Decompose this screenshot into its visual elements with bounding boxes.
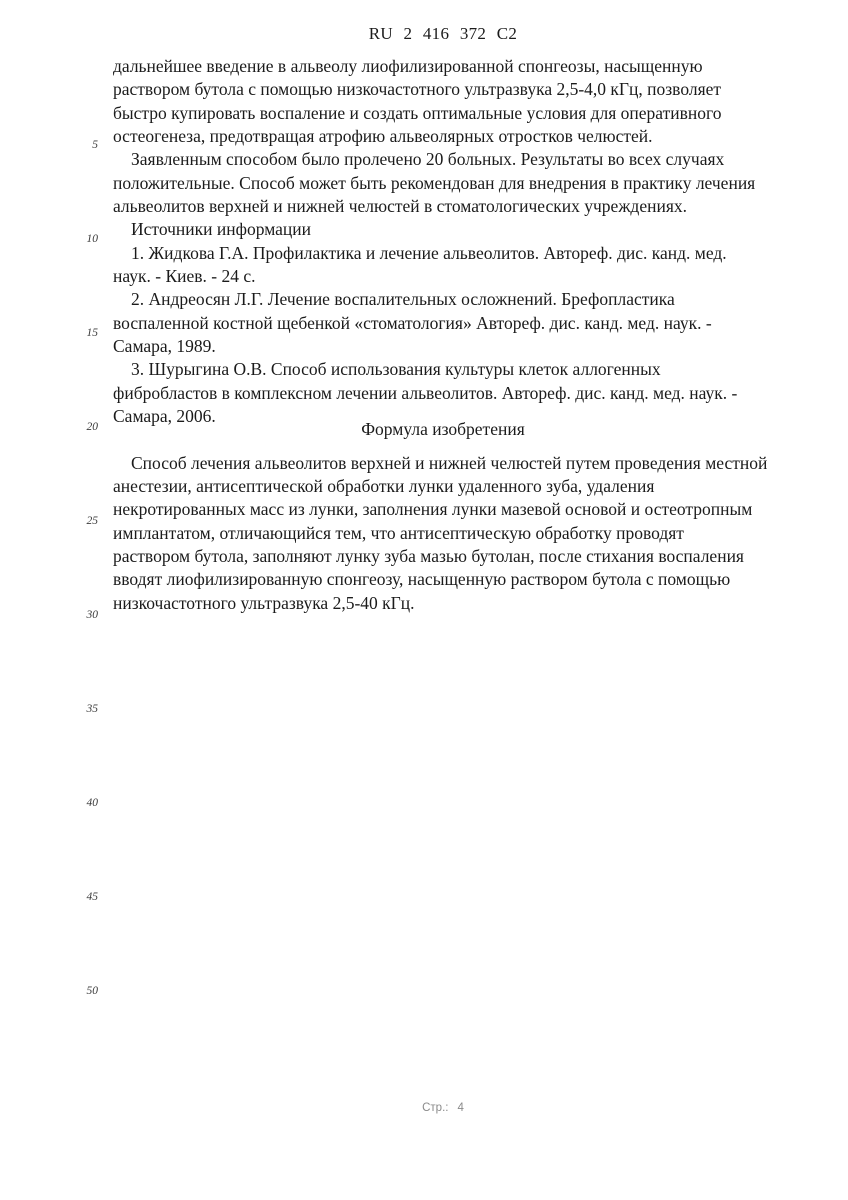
text-line: низкочастотного ультразвука 2,5-40 кГц. [113,592,415,613]
text-line: Заявленным способом было пролечено 20 больных. Результаты во всех случаях [131,149,725,170]
text-line: наук. - Киев. - 24 с. [113,265,256,286]
text-line: некротированных масс из лунки, заполнения лунки мазевой основой и остеотропным [113,499,753,520]
text-line: вводят лиофилизированную спонгеозу, насыщенную раствором бутола с помощью [113,569,731,590]
text-line: 3. Шурыгина О.В. Способ использования культуры клеток аллогенных [131,359,661,380]
text-line: положительные. Способ может быть рекомендован для внедрения в практику лечения [113,172,756,193]
margin-line-numbers [0,0,100,1200]
publication-number: RU 2 416 372 C2 [368,24,518,43]
page-number: 4 [457,1102,464,1114]
line-number: 40 [86,797,98,809]
text-line: Источники информации [131,219,312,240]
text-line: Самара, 1989. [113,335,216,356]
text-line: дальнейшее введение в альвеолу лиофилизированной спонгеозы, насыщенную [113,56,703,76]
document-body [113,55,773,615]
line-number: 30 [86,609,98,621]
text-line: остеогенеза, предотвращая атрофию альвеолярных отростков челюстей. [113,125,653,146]
section-heading-line: Формула изобретения [361,419,525,440]
text-line: Самара, 2006. [113,405,216,426]
text-line: Способ лечения альвеолитов верхней и нижней челюстей путем проведения местной [131,452,768,473]
text-line: 2. Андреосян Л.Г. Лечение воспалительных осложнений. Брефопластика [131,289,675,310]
text-line: имплантатом, отличающийся тем, что антисептическую обработку проводят [113,522,684,543]
text-line: раствором бутола, заполняют лунку зуба мазью бутолан, после стихания воспаления [113,545,744,566]
text-line: воспаленной костной щебенкой «стоматология» Автореф. дис. канд. мед. наук. - [113,312,712,333]
text-line: анестезии, антисептической обработки лунки удаленного зуба, удаления [113,475,655,496]
page-footer [113,1102,773,1114]
line-number: 45 [86,891,98,903]
text-line: альвеолитов верхней и нижней челюстей в стоматологических учреждениях. [113,195,687,216]
text-line: фибробластов в комплексном лечении альвеолитов. Автореф. дис. канд. мед. наук. - [113,382,738,403]
line-number: 50 [86,985,98,997]
line-number: 25 [86,515,98,527]
text-line: 1. Жидкова Г.А. Профилактика и лечение альвеолитов. Автореф. дис. канд. мед. [131,242,727,263]
line-number: 15 [86,327,98,339]
text-line: раствором бутола с помощью низкочастотного ультразвука 2,5-4,0 кГц, позволяет [113,79,722,100]
line-number: 5 [92,139,98,151]
line-number: 10 [86,233,98,245]
text-line: быстро купировать воспаление и создать оптимальные условия для оперативного [113,102,722,123]
line-number: 35 [86,703,98,715]
page-label: Стр.: [422,1102,449,1114]
line-number: 20 [86,421,98,433]
